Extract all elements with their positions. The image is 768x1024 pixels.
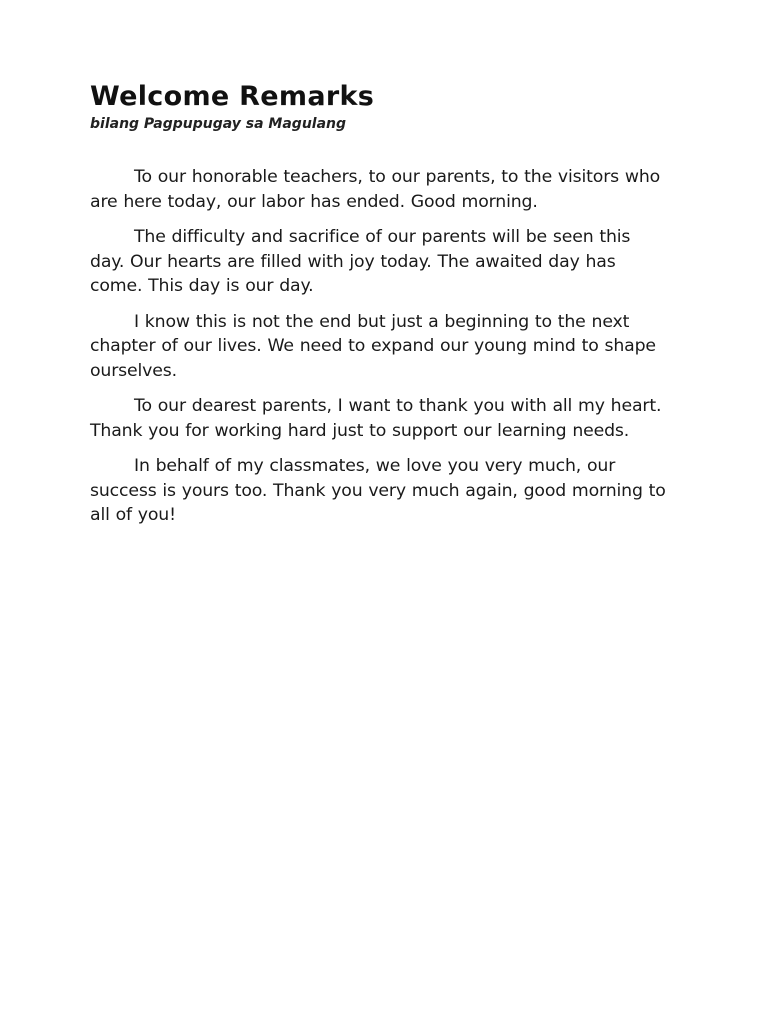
document-content bbox=[90, 80, 670, 539]
paragraph-thanks: To our dearest parents, I want to thank you with all my heart. Thank you for working hard just to support our learning needs. bbox=[90, 396, 662, 441]
document-title: Welcome Remarks bbox=[90, 81, 375, 112]
paragraph-closing: In behalf of my classmates, we love you very much, our success is yours too. Thank you very much again, good morning to all of you! bbox=[90, 456, 666, 525]
paragraph-greeting: To our honorable teachers, to our parents, to the visitors who are here today, our labor has ended. Good morning. bbox=[90, 167, 661, 212]
paragraph-beginning: I know this is not the end but just a beginning to the next chapter of our lives. We need to expand our young mind to shape ourselves. bbox=[90, 311, 656, 381]
document-subtitle: bilang Pagpupugay sa Magulang bbox=[90, 116, 347, 132]
document-body bbox=[90, 165, 670, 528]
paragraph-sacrifice: The difficulty and sacrifice of our parents will be seen this day. Our hearts are filled with joy today. The awaited day has come. This day is our day. bbox=[90, 227, 631, 296]
